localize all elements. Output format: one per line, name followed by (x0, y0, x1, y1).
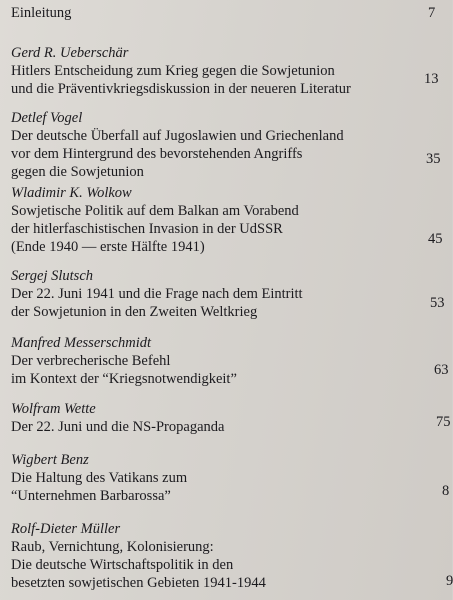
entry-title-line: Der verbrecherische Befehl (11, 353, 171, 369)
entry-author: Wigbert Benz (11, 452, 89, 468)
entry-title-line: Der 22. Juni und die NS-Propaganda (11, 419, 225, 435)
entry-page-number: 63 (434, 362, 449, 378)
entry-title-line: Sowjetische Politik auf dem Balkan am Vorabend (11, 203, 299, 219)
entry-title-line: gegen die Sowjetunion (11, 164, 144, 180)
entry-title-line: (Ende 1940 — erste Hälfte 1941) (11, 239, 205, 255)
entry-title-line: Hitlers Entscheidung zum Krieg gegen die Sowjetunion (11, 63, 335, 79)
entry-author: Wladimir K. Wolkow (11, 185, 132, 201)
entry-title-line: Die Haltung des Vatikans zum (11, 470, 188, 486)
entry-page-number: 45 (428, 231, 443, 247)
entry-title-line: und die Präventivkriegsdiskussion in der neueren Literatur (11, 81, 351, 97)
entry-title-line: Der deutsche Überfall auf Jugoslawien und Griechenland (11, 128, 344, 144)
toc-entry (11, 400, 441, 436)
entry-author: Gerd R. Ueberschär (11, 45, 129, 61)
entry-title-line: Raub, Vernichtung, Kolonisierung: (11, 539, 214, 555)
toc-entry (11, 334, 441, 388)
entry-title-line: “Unternehmen Barbarossa” (11, 488, 171, 504)
entry-author: Wolfram Wette (11, 401, 96, 417)
toc-entry (11, 44, 441, 98)
entry-author: Detlef Vogel (11, 110, 83, 126)
entry-author: Sergej Slutsch (11, 268, 94, 284)
entry-page-number: 8 (442, 483, 450, 499)
entry-title-line: im Kontext der “Kriegsnotwendigkeit” (11, 371, 237, 387)
entry-title-line: vor dem Hintergrund des bevorstehenden Angriffs (11, 146, 303, 162)
toc-entry (11, 184, 441, 256)
entry-title-line: besetzten sowjetischen Gebieten 1941-1944 (11, 575, 266, 591)
entry-page-number: 13 (424, 71, 439, 87)
entry-title-line: der hitlerfaschistischen Invasion in der UdSSR (11, 221, 283, 237)
toc-entry (11, 520, 441, 592)
entry-title-line: der Sowjetunion in den Zweiten Weltkrieg (11, 304, 258, 320)
entry-page-number: 9 (446, 573, 453, 589)
toc-entry (11, 109, 441, 181)
entry-title-line: Der 22. Juni 1941 und die Frage nach dem Eintritt (11, 286, 303, 302)
toc-entry (11, 267, 441, 321)
entry-author: Manfred Messerschmidt (11, 335, 152, 351)
intro-page-number: 7 (428, 5, 436, 21)
entry-title-line: Die deutsche Wirtschaftspolitik in den (11, 557, 234, 573)
toc-entry (11, 451, 441, 505)
entry-page-number: 53 (430, 295, 445, 311)
entry-page-number: 35 (426, 151, 441, 167)
entry-author: Rolf-Dieter Müller (11, 521, 121, 537)
entry-page-number: 75 (436, 414, 451, 430)
intro-label: Einleitung (11, 5, 72, 21)
